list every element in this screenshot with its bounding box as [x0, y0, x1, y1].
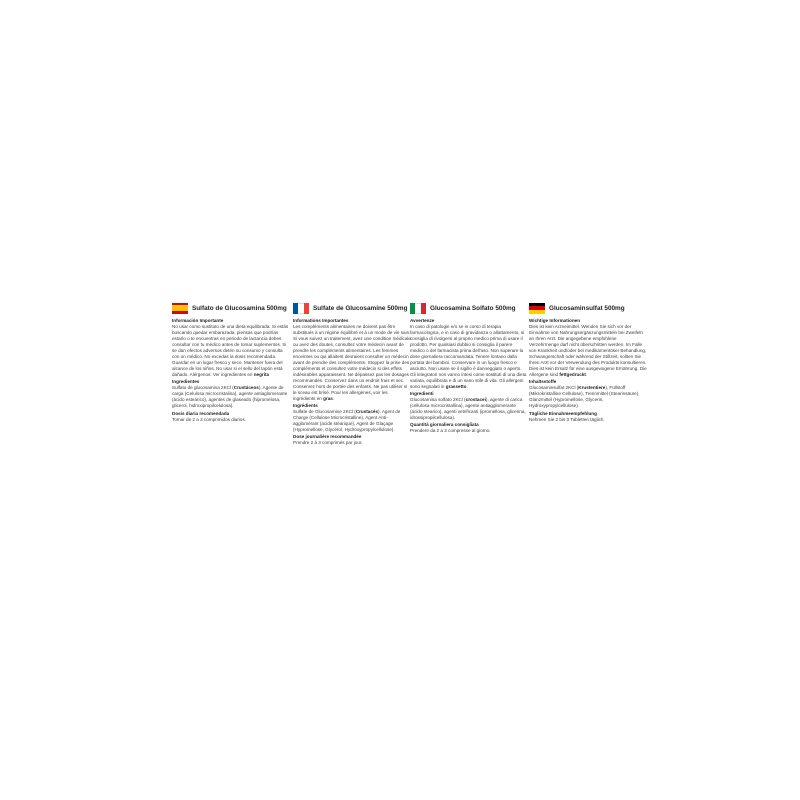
- dose-heading: Dose journalière recommandée: [293, 434, 362, 440]
- column-header: [172, 301, 290, 315]
- product-title: Sulfate de Glucosamine 500mg: [313, 304, 408, 312]
- ingredients-heading: Ingredientes: [172, 379, 200, 385]
- column-german: [529, 301, 647, 422]
- column-italian: [410, 301, 528, 434]
- dose-heading: Tägliche Einnahmeempfehlung: [529, 410, 597, 416]
- dose-text: Tomar de 2 a 3 comprimidos diarios.: [172, 416, 247, 422]
- ingredients-heading: Inhaltsstoffe: [529, 379, 557, 385]
- ingredients-text: Glucosaminsulfat 2KCl (Krustentiere), Füllstoff (Mikrokristalline Cellulose), Trennmittel (Stearinsäure), Glanzmittel (Hypromellose, Glycerin, Hydroxypropylcellulose).: [529, 385, 640, 409]
- column-header: [293, 301, 411, 315]
- italy-flag-icon: [410, 303, 426, 314]
- info-heading: Avvertenze: [410, 318, 435, 323]
- column-header: [529, 301, 647, 315]
- product-title: Glucosaminsulfat 500mg: [549, 304, 625, 312]
- dose-text: Prendre 2 à 3 comprimés par jour.: [293, 440, 363, 446]
- ingredients-text: Sulfato de glucosamina 2KCl (Crustáceos), Agente de carga (Celulosa microcristalina), agente antiaglomerante (ácido esteárico), agentes de glaseado (hipromelosa, glicerol, hidroxipropilcelulosa).: [172, 385, 288, 409]
- multilingual-label-strip: [172, 301, 647, 461]
- ingredients-heading: Ingrédients: [293, 403, 318, 409]
- germany-flag-icon: [529, 303, 545, 314]
- info-text: In caso di patologie e/o se in corso di terapia farmacologica, e in caso di gravidanza o allattamento, si consiglia di rivolgersi al proprio medico prima di usare il prodotto. Per qualsiasi dubbio si consiglia il parere medico o del farmacista prima dell'uso. Non superare la dose giornaliera raccomandata. Tenere lontano dalla portata dei bambini. Conservare in un luogo fresco e asciutto. Non usare se il sigillo è danneggiato o aperto. Gli integratori non vanno intesi come sostituti di una dieta variata, equilibrata e di un sano stile di vita. Gli allergeni sono segnalati in grassetto.: [410, 323, 527, 389]
- product-title: Glucosamina Solfato 500mg: [430, 304, 516, 312]
- column-header: [410, 301, 528, 315]
- ingredients-heading: Ingredienti: [410, 391, 434, 397]
- info-text: Dies ist kein Arzneimittel. Wenden Sie sich vor der Einnahme von Nahrungsergänzungsmitteln bei Zweifeln an Ihren Arzt. Die angegebene empfohlene Verzehrmenge darf nicht überschritten werden. Im Falle von Krankheit und/oder bei medikamentöser Behandlung, Schwangerschaft oder während der Stillzeit, sollten Sie Ihren Arzt vor der Verwendung des Produkts konsultieren. Dies ist kein Ersatz für eine ausgewogene Ernährung. Die Allergene sind fettgedruckt.: [529, 323, 647, 377]
- dose-text: Nehmen Sie 2 bis 3 Tabletten täglich.: [529, 416, 605, 422]
- info-heading: Información Importante: [172, 318, 224, 323]
- ingredients-text: Sulfate de Glucosamine 2KCl (Crustacés), Agent de Charge (Cellulose Microcristalline), Agent Anti-agglomérant (acide stéarique), Agent de Glaçage (Hypromellose, Glycérol, Hydroxypropylcellulose).: [293, 409, 401, 432]
- product-title: Sulfato de Glucosamina 500mg: [192, 304, 287, 312]
- dose-text: Prendere da 2 a 3 compresse al giorno.: [410, 428, 491, 434]
- info-heading: Informations Importantes: [293, 318, 349, 323]
- column-french: [293, 301, 411, 446]
- info-heading: Wichtige Informationen: [529, 318, 580, 323]
- ingredients-text: Glucosamina solfato 2KCl (crostacei), agente di carica (cellulosa microcristallina), agente antiagglomerante (acido stearico), agenti vetrificanti (ipromellosa, glicerina, idrossipropilcellulosa).: [410, 397, 526, 420]
- spain-flag-icon: [172, 303, 188, 314]
- column-spanish: [172, 301, 290, 422]
- france-flag-icon: [293, 303, 309, 314]
- dose-heading: Dosis diaria recomendada: [172, 410, 230, 416]
- dose-heading: Quantità giornaliera consigliata: [410, 422, 479, 428]
- info-text: No usar como sustituto de una dieta equilibrada. Si estás buscando quedar embarazada, piensas que podrías estarlo o te encuentras en periodo de lactancia debes consultar con tu médico antes de tomar suplementos. Si se dan efectos adversos detén su consumo y consulta con un médico. No excedas la dosis recomendada. Guardar en un lugar fresco y seco. Mantener fuera del alcance de los niños. No usar si el sello del tapón está dañado. Alérgenos: Ver ingredientes en negrita: [172, 323, 289, 377]
- info-text: Les compléments alimentaires ne doivent pas être substitués à un régime équilibré et à un mode de vie sain. Si vous suivez un traitement, avez une condition médicale ou avez des doutes, consultez votre médecin avant de prendre les compléments alimentaires. Les femmes enceintes ou qui allaitent devraient consulter un médecin avant de prendre des compléments. Stoppez la prise des compléments et consultez votre médecin si des effets indésirables apparaissent. Ne dépassez pas les dosages recommandés. Conservez dans un endroit frais et sec. Conservez hors de portée des enfants. Ne pas utiliser si le sceau est brisé. Pour les allergènes, voir les ingrédients en gras.: [293, 323, 411, 401]
